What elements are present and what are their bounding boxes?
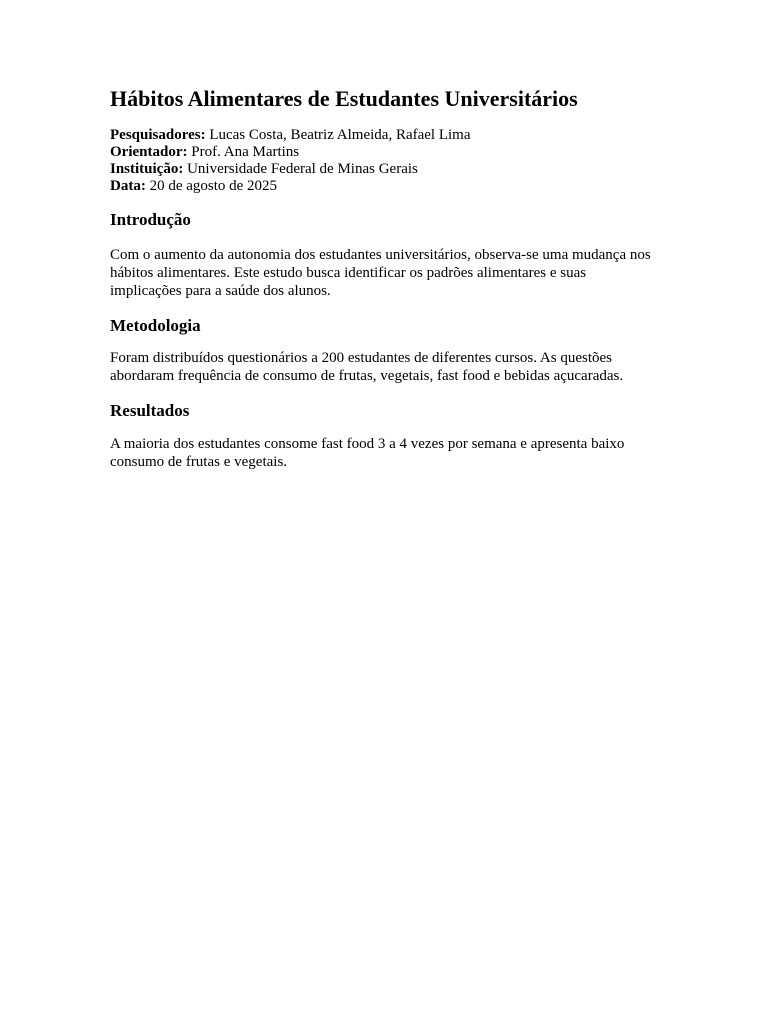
meta-researchers — [110, 127, 660, 144]
section-text-methodology: Foram distribuídos questionários a 200 estudantes de diferentes cursos. As questões abordaram frequência de consumo de frutas, vegetais, fast food e bebidas açucaradas. — [110, 350, 624, 384]
section-heading-results: Resultados — [110, 401, 190, 420]
section-heading-introduction: Introdução — [110, 210, 191, 229]
meta-date-label: Data: — [110, 178, 146, 194]
section-text-results: A maioria dos estudantes consome fast food 3 a 4 vezes por semana e apresenta baixo consumo de frutas e vegetais. — [110, 436, 625, 470]
document-metadata — [110, 127, 660, 195]
document-page — [110, 86, 660, 486]
meta-advisor-value: Prof. Ana Martins — [187, 144, 300, 160]
meta-date — [110, 178, 660, 195]
meta-institution-value: Universidade Federal de Minas Gerais — [183, 161, 418, 177]
document-title: Hábitos Alimentares de Estudantes Universitários — [110, 86, 578, 111]
meta-advisor-label: Orientador: — [110, 144, 188, 160]
section-introduction — [110, 210, 660, 300]
section-results — [110, 401, 660, 471]
meta-institution-label: Instituição: — [110, 161, 184, 177]
meta-researchers-label: Pesquisadores: — [110, 127, 206, 143]
meta-advisor — [110, 144, 660, 161]
section-text-introduction: Com o aumento da autonomia dos estudantes universitários, observa-se uma mudança nos hábitos alimentares. Este estudo busca identificar os padrões alimentares e suas implicações para a saúde dos alunos. — [110, 247, 651, 299]
section-methodology — [110, 316, 660, 385]
meta-researchers-value: Lucas Costa, Beatriz Almeida, Rafael Lima — [205, 127, 471, 143]
section-heading-methodology: Metodologia — [110, 316, 201, 335]
meta-date-value: 20 de agosto de 2025 — [145, 178, 278, 194]
meta-institution — [110, 161, 660, 178]
